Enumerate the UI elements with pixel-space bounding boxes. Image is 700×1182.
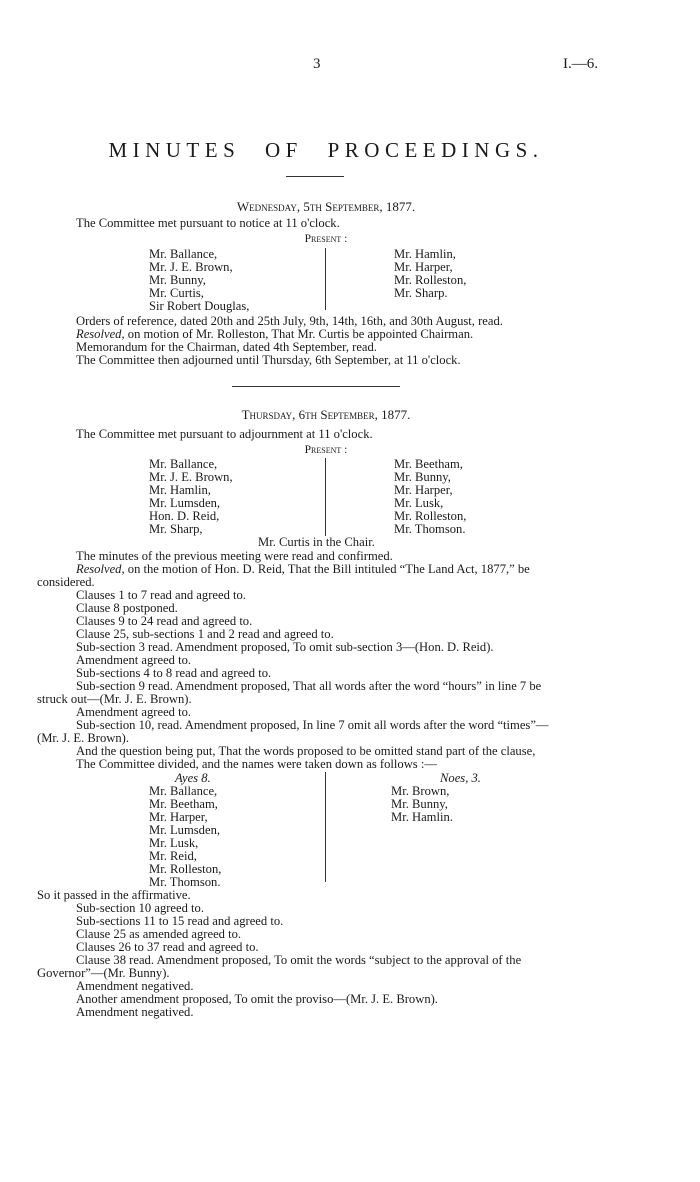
column-divider bbox=[325, 772, 326, 882]
member-name: Mr. Bunny, bbox=[394, 470, 451, 484]
minutes-line: Clause 8 postponed. bbox=[76, 601, 178, 615]
noes-list bbox=[391, 785, 453, 824]
minutes-line: Clause 38 read. Amendment proposed, To omit the words “subject to the approval of the bbox=[76, 953, 522, 967]
meeting1-present-label: Present : bbox=[304, 233, 348, 245]
aye-member: Mr. Beetham, bbox=[149, 797, 218, 811]
minutes-line: Amendment agreed to. bbox=[76, 653, 192, 667]
column-divider bbox=[325, 458, 326, 536]
member-name: Mr. Beetham, bbox=[394, 457, 463, 471]
minutes-line: (Mr. J. E. Brown). bbox=[37, 731, 129, 745]
minutes-line: Clauses 26 to 37 read and agreed to. bbox=[76, 940, 259, 954]
meeting1-present-right bbox=[394, 248, 466, 300]
meeting2-chair: Mr. Curtis in the Chair. bbox=[258, 535, 375, 549]
minutes-line: Sub-sections 11 to 15 read and agreed to. bbox=[76, 914, 284, 928]
noe-member: Mr. Bunny, bbox=[391, 797, 448, 811]
column-divider bbox=[325, 248, 326, 310]
resolved-label: Resolved, bbox=[76, 327, 125, 341]
member-name: Mr. J. E. Brown, bbox=[149, 260, 233, 274]
member-name: Mr. Hamlin, bbox=[149, 483, 211, 497]
minutes-line: Sub-sections 4 to 8 read and agreed to. bbox=[76, 666, 272, 680]
minutes-line: Clause 25 as amended agreed to. bbox=[76, 927, 242, 941]
minutes-line: Amendment negatived. bbox=[76, 1005, 194, 1019]
meeting1-adjourned: The Committee then adjourned until Thursday, 6th September, at 11 o'clock. bbox=[76, 353, 461, 367]
resolved-label: Resolved, bbox=[76, 562, 125, 576]
member-name: Sir Robert Douglas, bbox=[149, 299, 250, 313]
aye-member: Mr. Rolleston, bbox=[149, 862, 222, 876]
meeting2-resolution: on the motion of Hon. D. Reid, That the Bill intituled “The Land Act, 1877,” be bbox=[127, 562, 530, 576]
title-rule bbox=[286, 176, 344, 177]
minutes-line: Sub-section 9 read. Amendment proposed, That all words after the word “hours” in line 7 be bbox=[76, 679, 542, 693]
meeting1-memorandum: Memorandum for the Chairman, dated 4th September, read. bbox=[76, 340, 377, 354]
noe-member: Mr. Hamlin. bbox=[391, 810, 453, 824]
member-name: Mr. Rolleston, bbox=[394, 273, 467, 287]
member-name: Mr. Hamlin, bbox=[394, 247, 456, 261]
ayes-list bbox=[149, 785, 221, 889]
section-rule bbox=[232, 386, 400, 387]
minutes-line: Clauses 9 to 24 read and agreed to. bbox=[76, 614, 253, 628]
minutes-line: Amendment negatived. bbox=[76, 979, 194, 993]
member-name: Mr. J. E. Brown, bbox=[149, 470, 233, 484]
page-number: 3 bbox=[313, 56, 321, 72]
minutes-line: And the question being put, That the words proposed to be omitted stand part of the clause, bbox=[76, 744, 536, 758]
member-name: Mr. Ballance, bbox=[149, 457, 218, 471]
aye-member: Mr. Reid, bbox=[149, 849, 197, 863]
member-name: Mr. Thomson. bbox=[394, 522, 466, 536]
document-reference: I.—6. bbox=[563, 56, 598, 72]
member-name: Mr. Rolleston, bbox=[394, 509, 467, 523]
minutes-line: Amendment agreed to. bbox=[76, 705, 192, 719]
member-name: Mr. Bunny, bbox=[149, 273, 206, 287]
minutes-line: Sub-section 3 read. Amendment proposed, To omit sub-section 3—(Hon. D. Reid). bbox=[76, 640, 494, 654]
aye-member: Mr. Harper, bbox=[149, 810, 208, 824]
minutes-line: struck out—(Mr. J. E. Brown). bbox=[37, 692, 192, 706]
minutes-line: The minutes of the previous meeting were read and confirmed. bbox=[76, 549, 393, 563]
meeting1-intro: The Committee met pursuant to notice at 11 o'clock. bbox=[76, 216, 340, 230]
minutes-line: Sub-section 10, read. Amendment proposed, In line 7 omit all words after the word “times”— bbox=[76, 718, 549, 732]
page-title: MINUTES OF PROCEEDINGS. bbox=[108, 138, 544, 162]
meeting1-date: Wednesday, 5th September, 1877. bbox=[236, 199, 416, 214]
member-name: Mr. Harper, bbox=[394, 260, 453, 274]
member-name: Mr. Curtis, bbox=[149, 286, 204, 300]
aye-member: Mr. Lumsden, bbox=[149, 823, 221, 837]
meeting2-present-right bbox=[394, 458, 466, 536]
aye-member: Mr. Lusk, bbox=[149, 836, 199, 850]
member-name: Mr. Ballance, bbox=[149, 247, 218, 261]
minutes-line: Clause 25, sub-sections 1 and 2 read and agreed to. bbox=[76, 627, 334, 641]
meeting2-date: Thursday, 6th September, 1877. bbox=[241, 407, 411, 422]
ayes-label: Ayes 8. bbox=[175, 771, 211, 785]
minutes-line bbox=[76, 563, 530, 576]
member-name: Mr. Sharp, bbox=[149, 522, 203, 536]
member-name: Mr. Lusk, bbox=[394, 496, 444, 510]
meeting2-intro: The Committee met pursuant to adjournment at 11 o'clock. bbox=[76, 427, 373, 441]
noe-member: Mr. Brown, bbox=[391, 784, 450, 798]
member-name: Mr. Sharp. bbox=[394, 286, 448, 300]
minutes-line: So it passed in the affirmative. bbox=[37, 888, 191, 902]
minutes-line: Clauses 1 to 7 read and agreed to. bbox=[76, 588, 246, 602]
meeting2-present-left bbox=[149, 458, 233, 536]
meeting1-present-left bbox=[149, 248, 249, 313]
minutes-line: Sub-section 10 agreed to. bbox=[76, 901, 205, 915]
meeting2-present-label: Present : bbox=[304, 444, 348, 456]
minutes-line: The Committee divided, and the names were taken down as follows :— bbox=[76, 757, 437, 771]
meeting1-orders: Orders of reference, dated 20th and 25th July, 9th, 14th, 16th, and 30th August, read. bbox=[76, 314, 503, 328]
meeting1-resolution: on motion of Mr. Rolleston, That Mr. Curtis be appointed Chairman. bbox=[127, 327, 474, 341]
member-name: Mr. Lumsden, bbox=[149, 496, 221, 510]
minutes-line: considered. bbox=[37, 575, 95, 589]
minutes-line: Another amendment proposed, To omit the proviso—(Mr. J. E. Brown). bbox=[76, 992, 438, 1006]
minutes-line: Governor”—(Mr. Bunny). bbox=[37, 966, 170, 980]
aye-member: Mr. Ballance, bbox=[149, 784, 218, 798]
member-name: Mr. Harper, bbox=[394, 483, 453, 497]
member-name: Hon. D. Reid, bbox=[149, 509, 220, 523]
aye-member: Mr. Thomson. bbox=[149, 875, 221, 889]
noes-label: Noes, 3. bbox=[440, 771, 481, 785]
